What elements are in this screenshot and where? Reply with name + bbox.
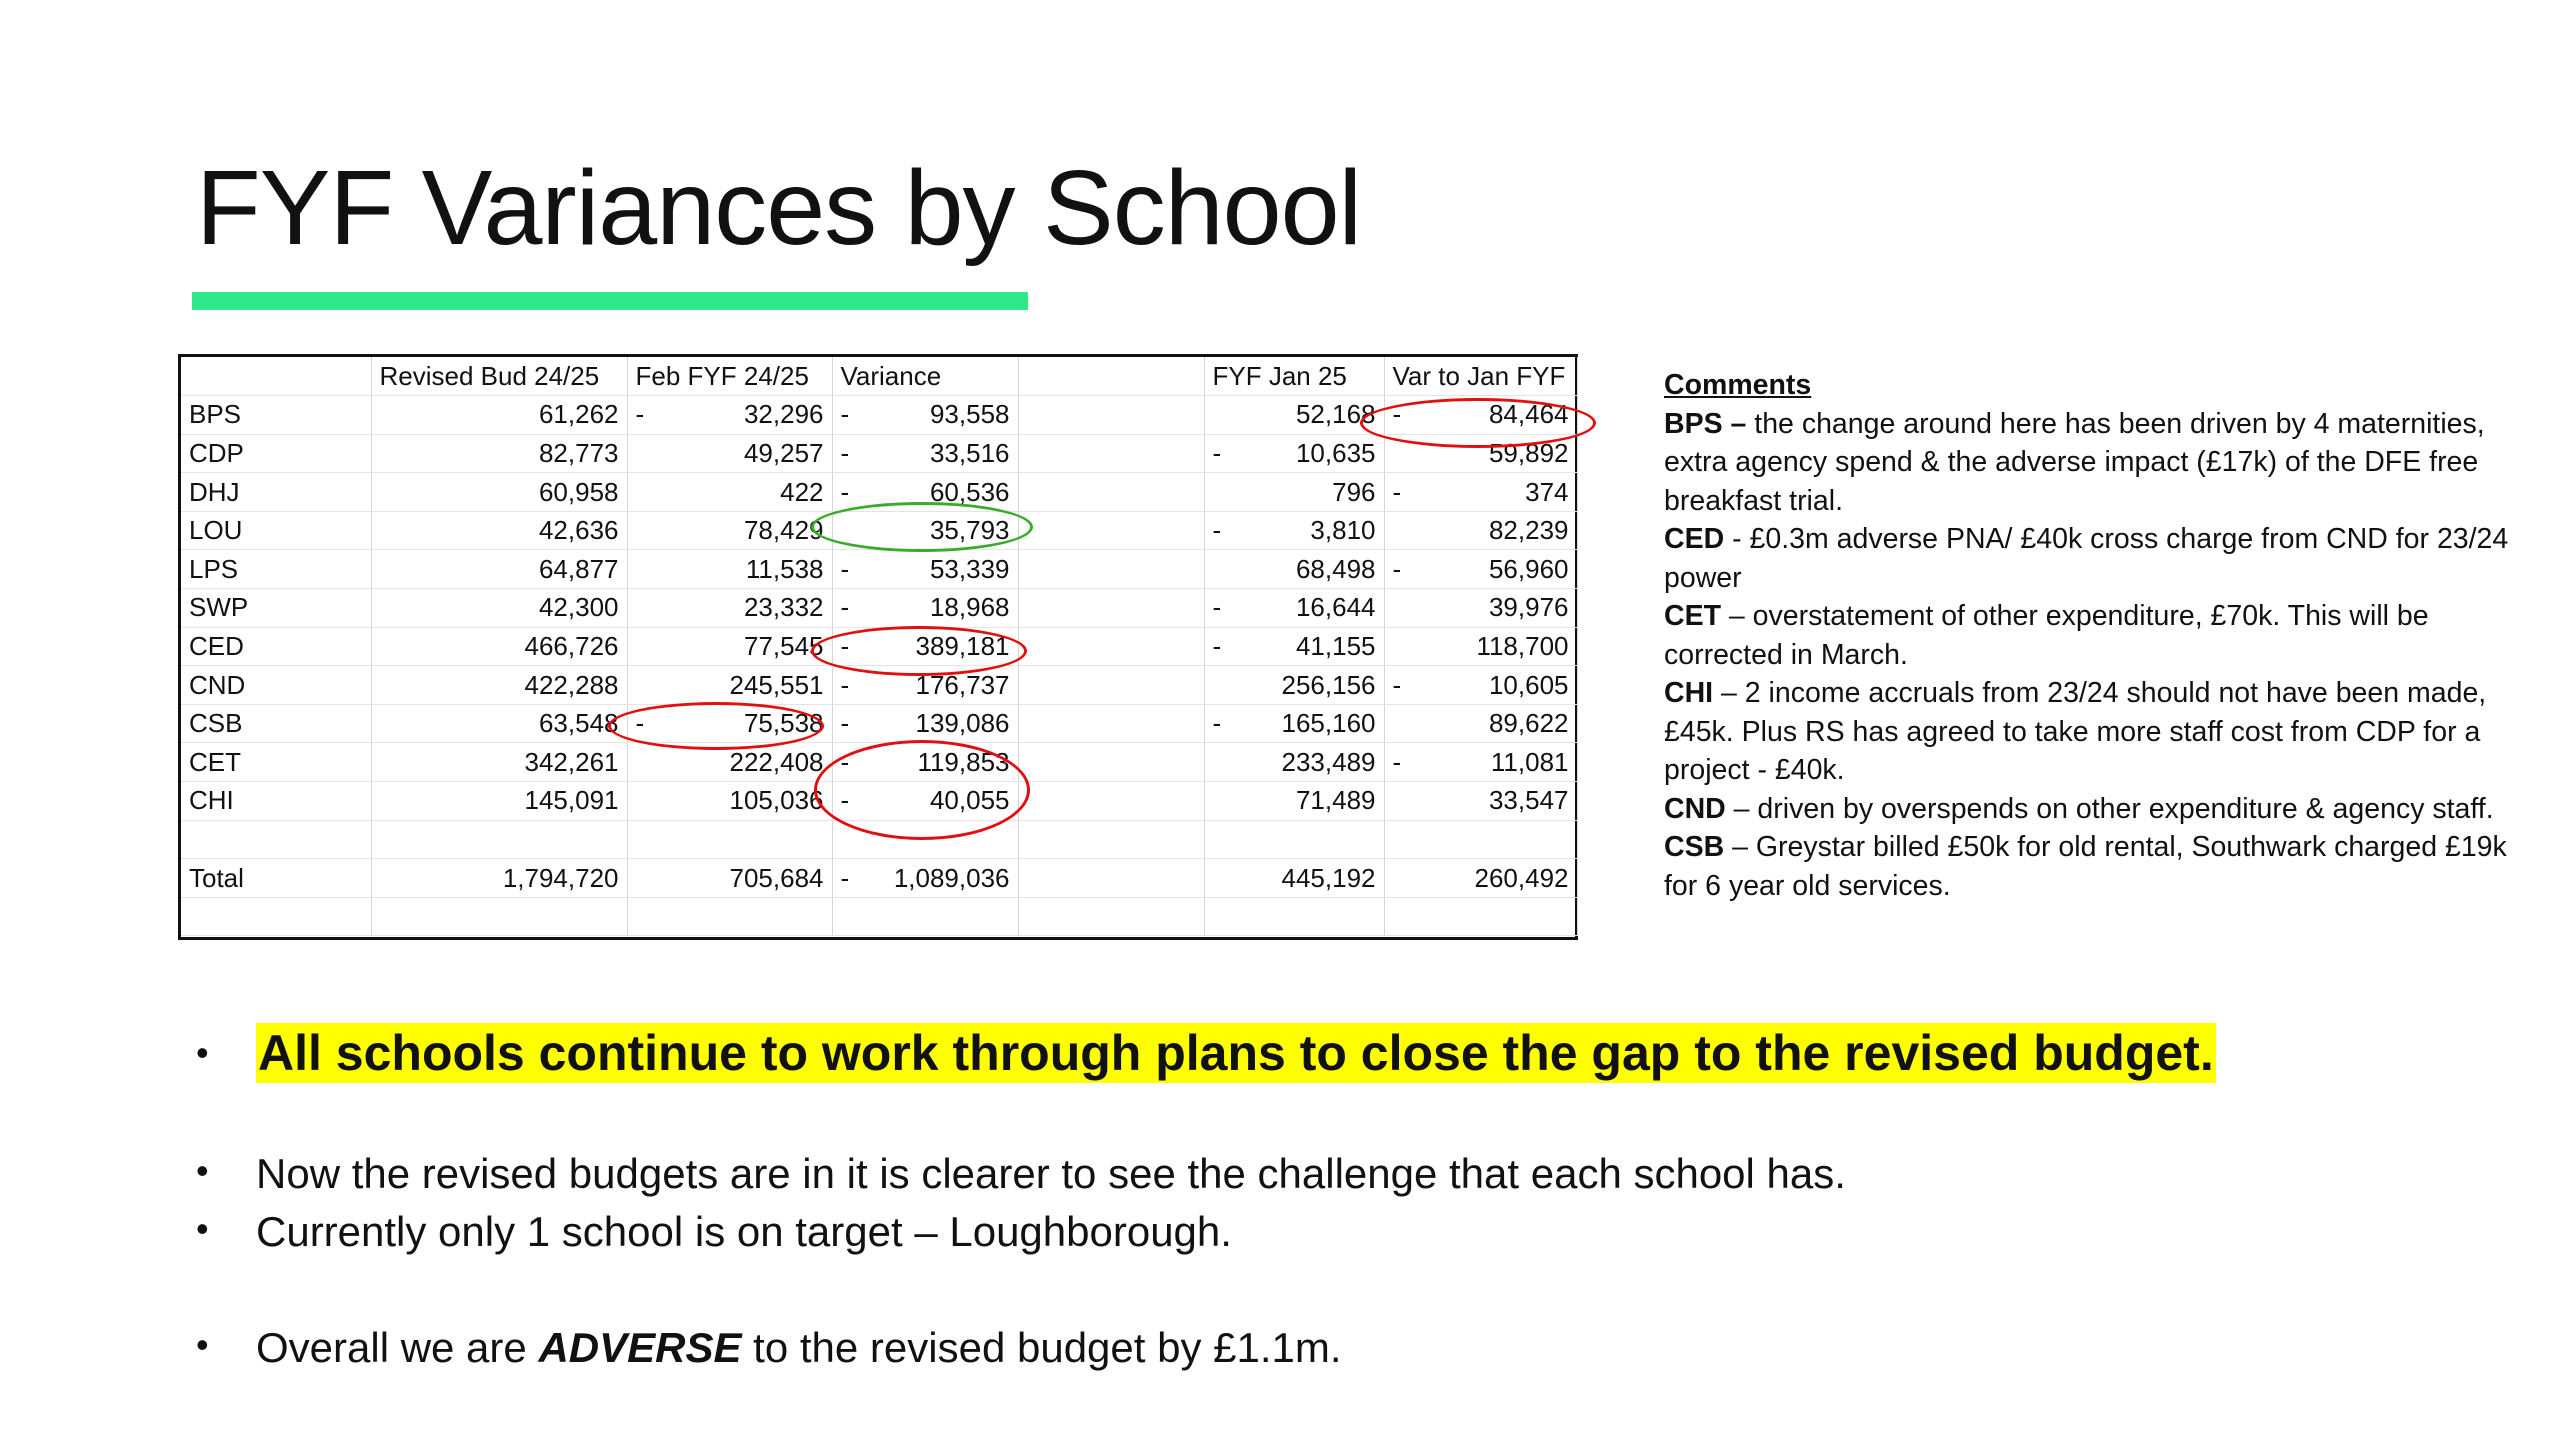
negative-marker: -	[1212, 708, 1222, 739]
comment-text: – overstatement of other expenditure, £70k. This will be corrected in March.	[1664, 600, 2429, 671]
table-cell	[1204, 743, 1384, 782]
negative-marker: -	[1212, 437, 1222, 468]
school-code: DHJ	[181, 473, 371, 512]
table-cell	[1384, 434, 1577, 473]
table-cell	[1204, 550, 1384, 589]
table-cell	[1204, 859, 1384, 898]
title-underline	[192, 292, 1028, 310]
empty-cell	[1018, 666, 1204, 705]
table-cell	[832, 627, 1018, 666]
table-cell	[832, 666, 1018, 705]
negative-marker: -	[1392, 746, 1402, 777]
bullet-text: Currently only 1 school is on target – Loughborough.	[256, 1208, 1232, 1255]
cell-value: 53,339	[929, 553, 1010, 584]
table-cell	[832, 589, 1018, 628]
empty-cell	[1018, 434, 1204, 473]
bullet-marker: •	[196, 1032, 209, 1073]
cell-value: 445,192	[1281, 862, 1376, 893]
table-cell	[1384, 511, 1577, 550]
comment-text: the change around here has been driven by 4 maternities, extra agency spend & the adverse impact (£17k) of the DFE free breakfast trial.	[1664, 407, 2485, 517]
cell-value: 84,464	[1488, 399, 1569, 430]
table-row	[181, 511, 1577, 550]
header-cell: FYF Jan 25	[1204, 357, 1384, 396]
cell-value: 11,538	[745, 553, 824, 584]
table-cell: 342,261	[371, 743, 627, 782]
table-cell	[627, 704, 832, 743]
negative-marker: -	[840, 785, 850, 816]
cell-value: 705,684	[729, 862, 824, 893]
comment-code: CND	[1664, 792, 1726, 825]
comment-text: - £0.3m adverse PNA/ £40k cross charge from CND for 23/24 power	[1664, 523, 2509, 594]
cell-value: 18,968	[929, 592, 1010, 623]
cell-value: 16,644	[1295, 592, 1376, 623]
table-cell	[1384, 782, 1577, 821]
table-cell: 42,300	[371, 589, 627, 628]
bullet-text-post: to the revised budget by £1.1m.	[741, 1324, 1342, 1371]
negative-marker: -	[840, 553, 850, 584]
table-row	[181, 550, 1577, 589]
table-cell: 60,958	[371, 473, 627, 512]
empty-cell	[1018, 859, 1204, 898]
cell-value: 139,086	[915, 708, 1010, 739]
cell-value: 119,853	[917, 746, 1010, 777]
cell-value: 60,536	[929, 476, 1010, 507]
comment-item	[1664, 674, 2524, 790]
cell-value: 23,332	[743, 592, 824, 623]
table-cell	[1384, 627, 1577, 666]
table-cell	[1204, 666, 1384, 705]
bullet-marker: •	[196, 1150, 209, 1191]
adverse-emphasis: ADVERSE	[538, 1324, 742, 1371]
table-row	[181, 782, 1577, 821]
cell-value: 176,737	[915, 669, 1010, 700]
table-cell	[627, 782, 832, 821]
table-cell	[1384, 473, 1577, 512]
table-row	[181, 743, 1577, 782]
cell-value: 233,489	[1281, 746, 1376, 777]
table-cell: 42,636	[371, 511, 627, 550]
comment-text: – 2 income accruals from 23/24 should not have been made, £45k. Plus RS has agreed to take more staff cost from CDP for a project - £40k.	[1664, 677, 2487, 786]
cell-value: 82,239	[1488, 515, 1569, 546]
school-code: LPS	[181, 550, 371, 589]
school-code: CED	[181, 627, 371, 666]
negative-marker: -	[1212, 515, 1222, 546]
comment-code: BPS –	[1664, 407, 1747, 440]
table-row	[181, 666, 1577, 705]
school-code: CND	[181, 666, 371, 705]
table-cell	[1384, 550, 1577, 589]
cell-value: 56,960	[1488, 553, 1569, 584]
comment-item	[1664, 597, 2524, 674]
header-cell	[1018, 357, 1204, 396]
table-cell	[627, 627, 832, 666]
empty-row	[181, 897, 1577, 936]
cell-value: 3,810	[1310, 515, 1376, 546]
empty-cell	[1018, 782, 1204, 821]
table-cell	[627, 743, 832, 782]
empty-row	[181, 820, 1577, 859]
table-cell	[832, 434, 1018, 473]
comment-code: CED	[1664, 523, 1725, 555]
table-cell: 61,262	[371, 396, 627, 435]
negative-marker: -	[840, 437, 850, 468]
cell-value: 33,516	[929, 437, 1010, 468]
table-cell	[1384, 704, 1577, 743]
school-code: SWP	[181, 589, 371, 628]
empty-cell	[1018, 511, 1204, 550]
comments-heading: Comments	[1664, 369, 1812, 401]
cell-value: 35,793	[929, 515, 1010, 546]
cell-value: 260,492	[1474, 862, 1569, 893]
table-cell	[832, 859, 1018, 898]
cell-value: 11,081	[1490, 746, 1569, 777]
table-cell	[1204, 589, 1384, 628]
comment-item	[1664, 790, 2524, 829]
header-cell: Variance	[832, 357, 1018, 396]
table-cell	[832, 550, 1018, 589]
cell-value: 40,055	[929, 785, 1010, 816]
empty-cell	[1018, 396, 1204, 435]
comment-text: – Greystar billed £50k for old rental, Southwark charged £19k for 6 year old services.	[1664, 831, 2507, 902]
cell-value: 165,160	[1281, 708, 1376, 739]
highlighted-statement: All schools continue to work through plans to close the gap to the revised budget.	[258, 1025, 2214, 1081]
table-row	[181, 627, 1577, 666]
table-cell	[627, 511, 832, 550]
cell-value: 77,545	[743, 630, 824, 661]
cell-value: 68,498	[1295, 553, 1376, 584]
cell-value: 49,257	[743, 437, 824, 468]
school-code: CET	[181, 743, 371, 782]
negative-marker: -	[840, 399, 850, 430]
table-cell	[1384, 396, 1577, 435]
table-cell	[1204, 511, 1384, 550]
table-cell	[627, 396, 832, 435]
table-cell	[627, 666, 832, 705]
table-cell	[832, 704, 1018, 743]
table-row	[181, 589, 1577, 628]
table-cell	[832, 743, 1018, 782]
table-cell	[1204, 704, 1384, 743]
table-row	[181, 434, 1577, 473]
cell-value: 245,551	[729, 669, 824, 700]
negative-marker: -	[840, 630, 850, 661]
comment-item	[1664, 520, 2524, 597]
cell-value: 256,156	[1281, 669, 1376, 700]
school-code: Total	[181, 859, 371, 898]
table-cell	[1204, 627, 1384, 666]
cell-value: 10,635	[1295, 437, 1376, 468]
cell-value: 389,181	[915, 630, 1010, 661]
empty-cell	[1018, 743, 1204, 782]
cell-value: 33,547	[1488, 785, 1569, 816]
table-cell	[627, 859, 832, 898]
negative-marker: -	[1212, 592, 1222, 623]
table-row	[181, 473, 1577, 512]
negative-marker: -	[635, 708, 645, 739]
cell-value: 374	[1525, 476, 1569, 507]
cell-value: 422	[780, 476, 824, 507]
cell-value: 118,700	[1476, 630, 1569, 661]
cell-value: 39,976	[1488, 592, 1569, 623]
table-cell	[832, 782, 1018, 821]
empty-cell	[1018, 550, 1204, 589]
negative-marker: -	[1392, 669, 1402, 700]
bullet-text: Now the revised budgets are in it is clearer to see the challenge that each school has.	[256, 1150, 1846, 1197]
table-cell: 64,877	[371, 550, 627, 589]
header-cell	[181, 357, 371, 396]
cell-value: 796	[1332, 476, 1376, 507]
table-cell: 145,091	[371, 782, 627, 821]
header-cell: Var to Jan FYF	[1384, 357, 1577, 396]
table-cell	[832, 473, 1018, 512]
cell-value: 52,168	[1295, 399, 1376, 430]
table-cell	[832, 396, 1018, 435]
table-cell	[1384, 666, 1577, 705]
negative-marker: -	[840, 862, 850, 893]
cell-value: 105,036	[729, 785, 824, 816]
cell-value: 75,538	[743, 708, 824, 739]
table-cell: 422,288	[371, 666, 627, 705]
negative-marker: -	[840, 708, 850, 739]
cell-value: 41,155	[1295, 630, 1376, 661]
comment-code: CSB	[1664, 831, 1725, 863]
comment-item	[1664, 828, 2524, 905]
school-code: CHI	[181, 782, 371, 821]
cell-value: 78,429	[743, 515, 824, 546]
bullet-text-pre: Overall we are	[256, 1324, 539, 1371]
negative-marker: -	[1392, 399, 1402, 430]
table-row	[181, 396, 1577, 435]
total-row	[181, 859, 1577, 898]
school-code: LOU	[181, 511, 371, 550]
cell-value: 1,089,036	[893, 862, 1010, 893]
negative-marker: -	[840, 592, 850, 623]
comments-panel	[1664, 366, 2524, 905]
table-cell: 82,773	[371, 434, 627, 473]
header-cell: Feb FYF 24/25	[627, 357, 832, 396]
table-cell	[1204, 473, 1384, 512]
table-cell	[1204, 782, 1384, 821]
comment-code: CHI	[1664, 677, 1714, 709]
school-code: CDP	[181, 434, 371, 473]
negative-marker: -	[1212, 630, 1222, 661]
school-code: BPS	[181, 396, 371, 435]
table-cell	[627, 589, 832, 628]
negative-marker: -	[840, 669, 850, 700]
negative-marker: -	[840, 476, 850, 507]
cell-value: 222,408	[729, 746, 824, 777]
cell-value: 89,622	[1488, 708, 1569, 739]
bullet-marker: •	[196, 1208, 209, 1249]
comment-item	[1664, 405, 2524, 521]
table-cell	[832, 511, 1018, 550]
table-cell	[1384, 859, 1577, 898]
table-cell: 466,726	[371, 627, 627, 666]
cell-value: 71,489	[1295, 785, 1376, 816]
negative-marker: -	[840, 746, 850, 777]
table-cell	[627, 473, 832, 512]
cell-value: 59,892	[1488, 437, 1569, 468]
negative-marker: -	[1392, 476, 1402, 507]
table-cell	[1204, 434, 1384, 473]
table-cell	[1384, 589, 1577, 628]
empty-cell	[1018, 627, 1204, 666]
table-header-row	[181, 357, 1577, 396]
table-cell: 63,548	[371, 704, 627, 743]
table-cell	[627, 550, 832, 589]
empty-cell	[1018, 704, 1204, 743]
negative-marker: -	[635, 399, 645, 430]
table-cell	[1204, 396, 1384, 435]
table-cell	[627, 434, 832, 473]
comment-code: CET	[1664, 600, 1721, 632]
table-cell: 1,794,720	[371, 859, 627, 898]
empty-cell	[1018, 589, 1204, 628]
cell-value: 32,296	[743, 399, 824, 430]
header-cell: Revised Bud 24/25	[371, 357, 627, 396]
bullet-text	[256, 1324, 1342, 1372]
school-code: CSB	[181, 704, 371, 743]
variance-table	[178, 354, 1578, 940]
bullet-marker: •	[196, 1324, 209, 1365]
table-cell	[1384, 743, 1577, 782]
empty-cell	[1018, 473, 1204, 512]
comment-text: – driven by overspends on other expenditure & agency staff.	[1725, 792, 2494, 825]
negative-marker: -	[1392, 553, 1402, 584]
cell-value: 10,605	[1488, 669, 1569, 700]
page-title: FYF Variances by School	[196, 149, 1362, 267]
cell-value: 93,558	[929, 399, 1010, 430]
table-row	[181, 704, 1577, 743]
